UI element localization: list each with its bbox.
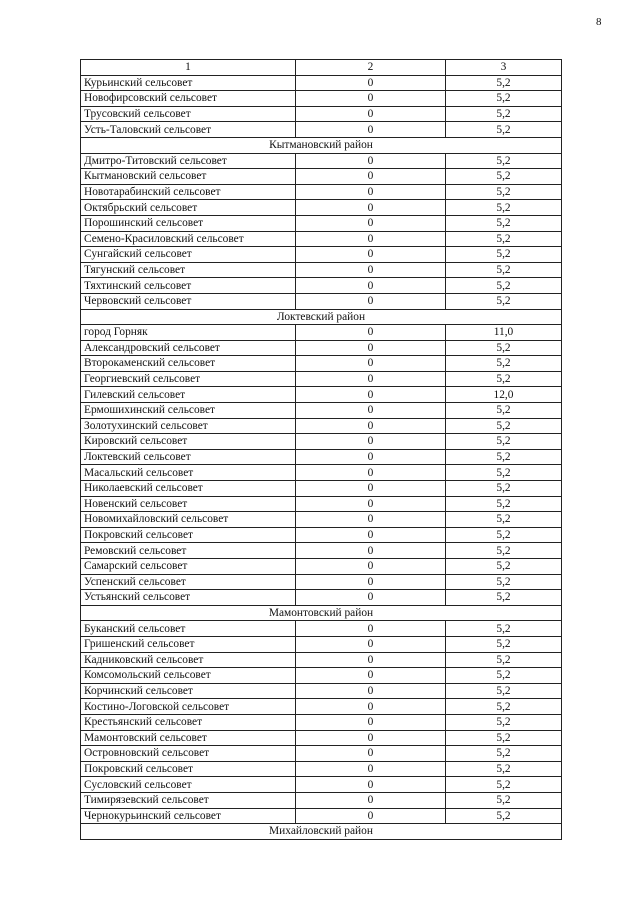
table-row [81, 590, 562, 606]
settlement-name: Червовский сельсовет [81, 293, 296, 309]
settlement-name: Сусловский сельсовет [81, 777, 296, 793]
column-2-value: 0 [296, 153, 446, 169]
table-row [81, 75, 562, 91]
table-row [81, 153, 562, 169]
settlement-name: Георгиевский сельсовет [81, 371, 296, 387]
settlement-name: Гилевский сельсовет [81, 387, 296, 403]
column-3-value: 5,2 [446, 683, 562, 699]
column-2-value: 0 [296, 231, 446, 247]
table-row [81, 777, 562, 793]
district-section-row [81, 824, 562, 840]
settlement-name: Самарский сельсовет [81, 559, 296, 575]
table-row [81, 434, 562, 450]
column-2-value: 0 [296, 122, 446, 138]
column-3-value: 5,2 [446, 465, 562, 481]
settlement-name: Новомихайловский сельсовет [81, 512, 296, 528]
table-row [81, 543, 562, 559]
column-number-3: 3 [446, 60, 562, 76]
column-3-value: 5,2 [446, 403, 562, 419]
column-2-value: 0 [296, 668, 446, 684]
page-number: 8 [596, 16, 602, 28]
settlement-name: Устьянский сельсовет [81, 590, 296, 606]
table-row [81, 403, 562, 419]
column-2-value: 0 [296, 761, 446, 777]
table-row [81, 122, 562, 138]
column-3-value: 5,2 [446, 184, 562, 200]
column-number-1: 1 [81, 60, 296, 76]
column-3-value: 12,0 [446, 387, 562, 403]
table-row [81, 449, 562, 465]
column-2-value: 0 [296, 777, 446, 793]
table-row [81, 293, 562, 309]
column-3-value: 5,2 [446, 449, 562, 465]
settlement-name: Локтевский сельсовет [81, 449, 296, 465]
column-3-value: 5,2 [446, 777, 562, 793]
settlement-name: Кытмановский сельсовет [81, 169, 296, 185]
table-row [81, 714, 562, 730]
settlement-name: Покровский сельсовет [81, 761, 296, 777]
rates-table [80, 59, 562, 840]
column-2-value: 0 [296, 75, 446, 91]
table-row [81, 574, 562, 590]
settlement-name: город Горняк [81, 325, 296, 341]
table-row [81, 761, 562, 777]
table-row [81, 169, 562, 185]
table-row [81, 231, 562, 247]
table-row [81, 730, 562, 746]
table-row [81, 699, 562, 715]
settlement-name: Порошинский сельсовет [81, 215, 296, 231]
settlement-name: Тяхтинский сельсовет [81, 278, 296, 294]
settlement-name: Ермошихинский сельсовет [81, 403, 296, 419]
table-body [81, 60, 562, 840]
column-2-value: 0 [296, 169, 446, 185]
column-3-value: 5,2 [446, 543, 562, 559]
table-row [81, 621, 562, 637]
settlement-name: Ремовский сельсовет [81, 543, 296, 559]
column-2-value: 0 [296, 683, 446, 699]
column-2-value: 0 [296, 746, 446, 762]
column-2-value: 0 [296, 527, 446, 543]
settlement-name: Корчинский сельсовет [81, 683, 296, 699]
district-name: Кытмановский район [81, 137, 562, 153]
column-3-value: 5,2 [446, 356, 562, 372]
column-3-value: 5,2 [446, 91, 562, 107]
district-name: Локтевский район [81, 309, 562, 325]
column-3-value: 5,2 [446, 668, 562, 684]
table-row [81, 792, 562, 808]
column-2-value: 0 [296, 730, 446, 746]
column-2-value: 0 [296, 200, 446, 216]
settlement-name: Буканский сельсовет [81, 621, 296, 637]
table-row [81, 512, 562, 528]
column-3-value: 5,2 [446, 761, 562, 777]
table-row [81, 184, 562, 200]
table-row [81, 527, 562, 543]
column-3-value: 5,2 [446, 418, 562, 434]
column-2-value: 0 [296, 356, 446, 372]
column-3-value: 5,2 [446, 122, 562, 138]
column-2-value: 0 [296, 434, 446, 450]
column-3-value: 5,2 [446, 278, 562, 294]
district-section-row [81, 309, 562, 325]
column-3-value: 5,2 [446, 106, 562, 122]
column-3-value: 5,2 [446, 481, 562, 497]
column-3-value: 5,2 [446, 169, 562, 185]
column-3-value: 5,2 [446, 590, 562, 606]
column-3-value: 5,2 [446, 621, 562, 637]
settlement-name: Масальский сельсовет [81, 465, 296, 481]
column-2-value: 0 [296, 184, 446, 200]
table-row [81, 418, 562, 434]
district-section-row [81, 605, 562, 621]
column-2-value: 0 [296, 512, 446, 528]
settlement-name: Трусовский сельсовет [81, 106, 296, 122]
column-2-value: 0 [296, 262, 446, 278]
column-2-value: 0 [296, 574, 446, 590]
column-2-value: 0 [296, 714, 446, 730]
settlement-name: Сунгайский сельсовет [81, 247, 296, 263]
column-3-value: 5,2 [446, 527, 562, 543]
column-3-value: 5,2 [446, 434, 562, 450]
column-3-value: 5,2 [446, 293, 562, 309]
settlement-name: Новотарабинский сельсовет [81, 184, 296, 200]
table-row [81, 278, 562, 294]
column-3-value: 5,2 [446, 574, 562, 590]
column-2-value: 0 [296, 340, 446, 356]
column-2-value: 0 [296, 590, 446, 606]
column-3-value: 5,2 [446, 262, 562, 278]
settlement-name: Успенский сельсовет [81, 574, 296, 590]
column-2-value: 0 [296, 293, 446, 309]
district-section-row [81, 137, 562, 153]
column-3-value: 5,2 [446, 75, 562, 91]
settlement-name: Новенский сельсовет [81, 496, 296, 512]
table-row [81, 356, 562, 372]
settlement-name: Крестьянский сельсовет [81, 714, 296, 730]
table-row [81, 325, 562, 341]
column-3-value: 5,2 [446, 371, 562, 387]
settlement-name: Дмитро-Титовский сельсовет [81, 153, 296, 169]
column-3-value: 5,2 [446, 215, 562, 231]
column-2-value: 0 [296, 91, 446, 107]
column-2-value: 0 [296, 371, 446, 387]
column-2-value: 0 [296, 387, 446, 403]
column-2-value: 0 [296, 543, 446, 559]
column-3-value: 5,2 [446, 746, 562, 762]
settlement-name: Курьинский сельсовет [81, 75, 296, 91]
table-row [81, 559, 562, 575]
column-3-value: 5,2 [446, 699, 562, 715]
column-2-value: 0 [296, 247, 446, 263]
column-3-value: 5,2 [446, 714, 562, 730]
column-3-value: 5,2 [446, 496, 562, 512]
table-row [81, 340, 562, 356]
settlement-name: Тимирязевский сельсовет [81, 792, 296, 808]
column-3-value: 5,2 [446, 730, 562, 746]
table-row [81, 668, 562, 684]
settlement-name: Мамонтовский сельсовет [81, 730, 296, 746]
settlement-name: Новофирсовский сельсовет [81, 91, 296, 107]
column-2-value: 0 [296, 792, 446, 808]
column-2-value: 0 [296, 465, 446, 481]
column-3-value: 5,2 [446, 652, 562, 668]
column-3-value: 5,2 [446, 636, 562, 652]
column-3-value: 5,2 [446, 808, 562, 824]
column-2-value: 0 [296, 808, 446, 824]
settlement-name: Чернокурьинский сельсовет [81, 808, 296, 824]
settlement-name: Тягунский сельсовет [81, 262, 296, 278]
column-2-value: 0 [296, 403, 446, 419]
table-row [81, 106, 562, 122]
table-row [81, 91, 562, 107]
column-2-value: 0 [296, 215, 446, 231]
table-row [81, 683, 562, 699]
table-row [81, 247, 562, 263]
table-row [81, 200, 562, 216]
column-2-value: 0 [296, 418, 446, 434]
column-3-value: 5,2 [446, 559, 562, 575]
column-3-value: 5,2 [446, 512, 562, 528]
column-3-value: 11,0 [446, 325, 562, 341]
column-2-value: 0 [296, 621, 446, 637]
settlement-name: Александровский сельсовет [81, 340, 296, 356]
column-2-value: 0 [296, 106, 446, 122]
table-row [81, 465, 562, 481]
settlement-name: Покровский сельсовет [81, 527, 296, 543]
column-3-value: 5,2 [446, 792, 562, 808]
settlement-name: Островновский сельсовет [81, 746, 296, 762]
column-3-value: 5,2 [446, 231, 562, 247]
column-2-value: 0 [296, 559, 446, 575]
table-header-row [81, 60, 562, 76]
settlement-name: Гришенский сельсовет [81, 636, 296, 652]
table-row [81, 652, 562, 668]
column-2-value: 0 [296, 699, 446, 715]
table-row [81, 636, 562, 652]
column-number-2: 2 [296, 60, 446, 76]
settlement-name: Золотухинский сельсовет [81, 418, 296, 434]
table-row [81, 371, 562, 387]
column-2-value: 0 [296, 449, 446, 465]
table-row [81, 746, 562, 762]
column-3-value: 5,2 [446, 153, 562, 169]
table-row [81, 496, 562, 512]
table-row [81, 387, 562, 403]
settlement-name: Кировский сельсовет [81, 434, 296, 450]
settlement-name: Усть-Таловский сельсовет [81, 122, 296, 138]
district-name: Мамонтовский район [81, 605, 562, 621]
settlement-name: Николаевский сельсовет [81, 481, 296, 497]
settlement-name: Комсомольский сельсовет [81, 668, 296, 684]
table-row [81, 215, 562, 231]
column-2-value: 0 [296, 481, 446, 497]
column-2-value: 0 [296, 325, 446, 341]
table-row [81, 481, 562, 497]
column-3-value: 5,2 [446, 247, 562, 263]
column-3-value: 5,2 [446, 200, 562, 216]
settlement-name: Октябрьский сельсовет [81, 200, 296, 216]
district-name: Михайловский район [81, 824, 562, 840]
settlement-name: Второкаменский сельсовет [81, 356, 296, 372]
column-2-value: 0 [296, 636, 446, 652]
column-2-value: 0 [296, 652, 446, 668]
column-2-value: 0 [296, 496, 446, 512]
settlement-name: Семено-Красиловский сельсовет [81, 231, 296, 247]
table-row [81, 808, 562, 824]
column-2-value: 0 [296, 278, 446, 294]
column-3-value: 5,2 [446, 340, 562, 356]
settlement-name: Костино-Логовской сельсовет [81, 699, 296, 715]
table-row [81, 262, 562, 278]
settlement-name: Кадниковский сельсовет [81, 652, 296, 668]
